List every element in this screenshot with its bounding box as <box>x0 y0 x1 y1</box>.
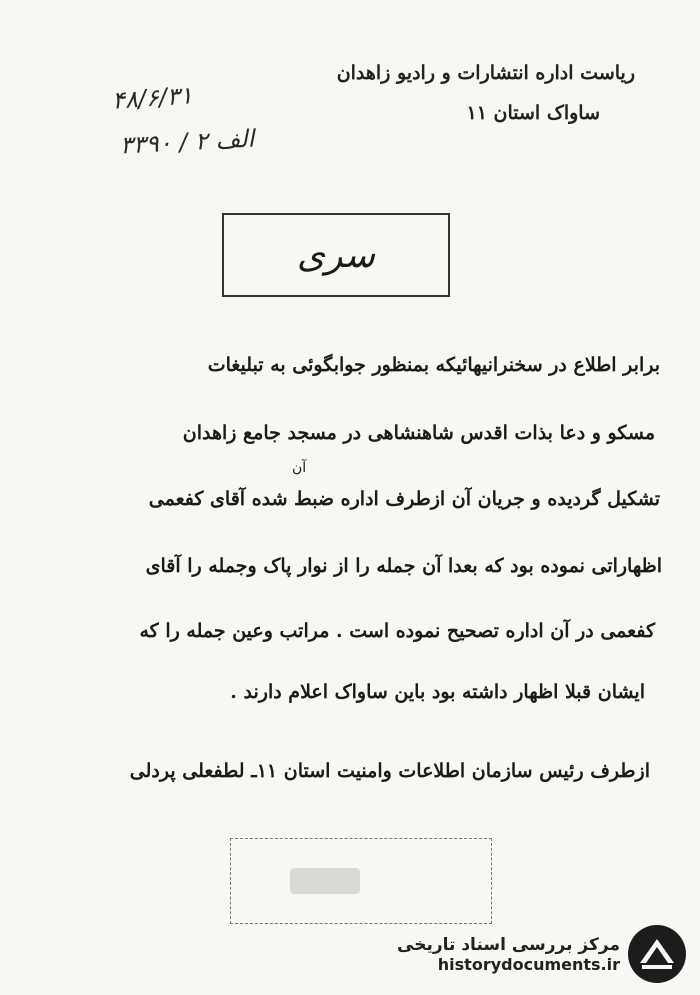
body-line-2: مسکو و دعا بذات اقدس شاهنشاهی در مسجد جامع زاهدان <box>182 422 655 444</box>
archive-logo-icon <box>626 923 688 985</box>
body-line-5: کفعمی در آن اداره تصحیح نموده است . مراتب وعین جمله را که <box>139 620 655 642</box>
body-line-1: برابر اطلاع در سخنرانیهائیکه بمنظور جوابگوئی به تبلیغات <box>207 354 660 376</box>
watermark-title: مرکز بررسی اسناد تاریخی <box>397 934 620 955</box>
faded-stamp-mark <box>290 868 360 894</box>
inserted-word: آن <box>292 460 307 476</box>
faded-stamp-box <box>230 838 492 924</box>
header-province-line: ساواک استان ۱۱ <box>466 102 600 124</box>
header-office-line: ریاست اداره انتشارات و رادیو زاهدان <box>336 62 635 84</box>
watermark-url: historydocuments.ir <box>437 954 620 974</box>
body-line-3: تشکیل گردیده و جریان آن ازطرف اداره ضبط شده آقای کفعمی <box>148 488 660 510</box>
watermark <box>397 923 688 985</box>
body-line-6: ایشان قبلا اظهار داشته بود باین ساواک اعلام دارند . <box>230 681 645 703</box>
handwritten-date: ۴۸/۶/۳۱ <box>111 81 194 115</box>
classification-label: سری <box>296 234 376 276</box>
handwritten-reference-number: ۳۳۹۰ / ۲ الف <box>119 124 255 160</box>
classification-stamp <box>222 213 450 297</box>
body-line-4: اظهاراتی نموده بود که بعدا آن جمله را از نوار پاک وجمله را آقای <box>145 555 662 577</box>
signature-line: ازطرف رئیس سازمان اطلاعات وامنیت استان ۱۱ـ لطفعلی پردلی <box>129 760 650 782</box>
